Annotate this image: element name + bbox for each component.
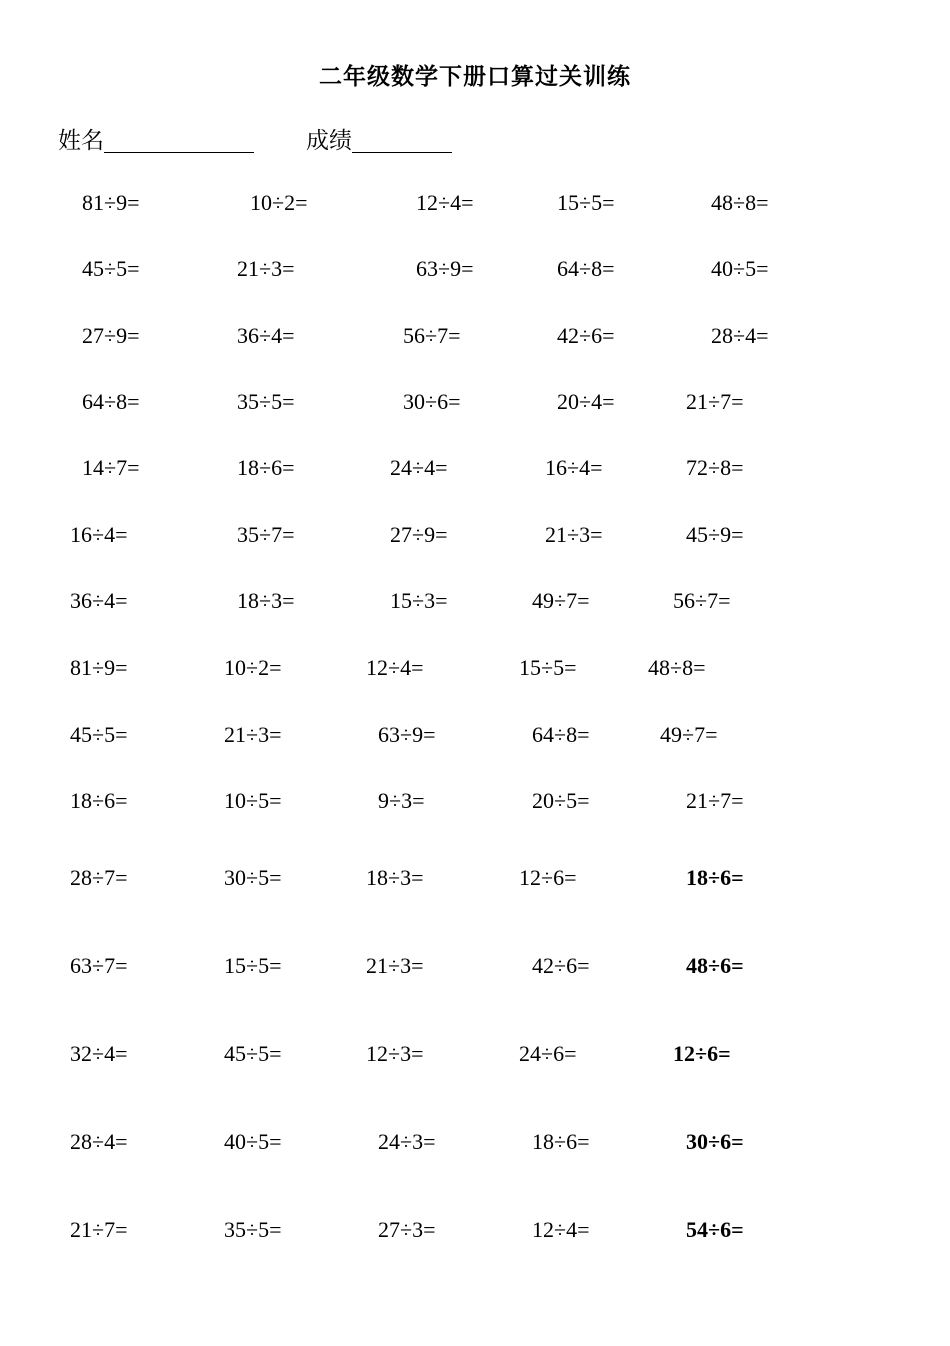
- problem-r13-c2: 45÷5=: [224, 1041, 282, 1066]
- problem-r4-c3: 30÷6=: [403, 389, 461, 414]
- problem-r4-c1: 64÷8=: [82, 389, 140, 414]
- problem-r12-c3: 21÷3=: [366, 953, 424, 978]
- score-blank-line: [352, 128, 452, 153]
- problem-r12-c5: 48÷6=: [686, 953, 744, 978]
- problem-r4-c2: 35÷5=: [237, 389, 295, 414]
- problem-r14-c2: 40÷5=: [224, 1129, 282, 1154]
- problem-r6-c4: 21÷3=: [545, 522, 603, 547]
- problem-r14-c3: 24÷3=: [378, 1129, 436, 1154]
- problem-r9-c4: 64÷8=: [532, 722, 590, 747]
- problem-r11-c5: 18÷6=: [686, 865, 744, 890]
- problem-r10-c1: 18÷6=: [70, 788, 128, 813]
- problem-r3-c4: 42÷6=: [557, 323, 615, 348]
- name-blank-line: [104, 128, 254, 153]
- problem-r2-c3: 63÷9=: [416, 256, 474, 281]
- problem-r1-c1: 81÷9=: [82, 190, 140, 215]
- problem-r7-c3: 15÷3=: [390, 588, 448, 613]
- problem-r9-c2: 21÷3=: [224, 722, 282, 747]
- problem-r3-c3: 56÷7=: [403, 323, 461, 348]
- problem-r12-c4: 42÷6=: [532, 953, 590, 978]
- problem-r7-c5: 56÷7=: [673, 588, 731, 613]
- problem-r3-c5: 28÷4=: [711, 323, 769, 348]
- problem-r4-c5: 21÷7=: [686, 389, 744, 414]
- problem-r15-c4: 12÷4=: [532, 1217, 590, 1242]
- problem-r14-c1: 28÷4=: [70, 1129, 128, 1154]
- problem-r7-c2: 18÷3=: [237, 588, 295, 613]
- problem-r9-c3: 63÷9=: [378, 722, 436, 747]
- problem-r12-c1: 63÷7=: [70, 953, 128, 978]
- problem-r15-c2: 35÷5=: [224, 1217, 282, 1242]
- problem-r15-c5: 54÷6=: [686, 1217, 744, 1242]
- problem-r11-c2: 30÷5=: [224, 865, 282, 890]
- problem-r3-c2: 36÷4=: [237, 323, 295, 348]
- problem-r13-c4: 24÷6=: [519, 1041, 577, 1066]
- problem-r13-c1: 32÷4=: [70, 1041, 128, 1066]
- problem-r8-c1: 81÷9=: [70, 655, 128, 680]
- name-field: [58, 122, 254, 155]
- score-field: [306, 122, 452, 155]
- problem-r15-c3: 27÷3=: [378, 1217, 436, 1242]
- problem-r5-c3: 24÷4=: [390, 455, 448, 480]
- problem-r8-c4: 15÷5=: [519, 655, 577, 680]
- problem-r1-c4: 15÷5=: [557, 190, 615, 215]
- problem-r9-c5: 49÷7=: [660, 722, 718, 747]
- problem-r6-c3: 27÷9=: [390, 522, 448, 547]
- problem-r10-c2: 10÷5=: [224, 788, 282, 813]
- problem-r6-c2: 35÷7=: [237, 522, 295, 547]
- problem-r10-c3: 9÷3=: [378, 788, 425, 813]
- problem-r10-c4: 20÷5=: [532, 788, 590, 813]
- problem-r4-c4: 20÷4=: [557, 389, 615, 414]
- problem-r11-c3: 18÷3=: [366, 865, 424, 890]
- problem-r15-c1: 21÷7=: [70, 1217, 128, 1242]
- problem-r13-c3: 12÷3=: [366, 1041, 424, 1066]
- problem-r8-c2: 10÷2=: [224, 655, 282, 680]
- score-label: 成绩: [306, 128, 352, 153]
- problem-r9-c1: 45÷5=: [70, 722, 128, 747]
- problem-r8-c5: 48÷8=: [648, 655, 706, 680]
- problem-r2-c5: 40÷5=: [711, 256, 769, 281]
- problem-r12-c2: 15÷5=: [224, 953, 282, 978]
- problem-r7-c1: 36÷4=: [70, 588, 128, 613]
- problem-r7-c4: 49÷7=: [532, 588, 590, 613]
- problem-r1-c5: 48÷8=: [711, 190, 769, 215]
- problem-r6-c1: 16÷4=: [70, 522, 128, 547]
- name-label: 姓名: [58, 128, 104, 153]
- problem-r8-c3: 12÷4=: [366, 655, 424, 680]
- problem-r11-c4: 12÷6=: [519, 865, 577, 890]
- problem-r5-c4: 16÷4=: [545, 455, 603, 480]
- problem-r5-c2: 18÷6=: [237, 455, 295, 480]
- problem-r1-c2: 10÷2=: [250, 190, 308, 215]
- problem-r2-c2: 21÷3=: [237, 256, 295, 281]
- problem-r13-c5: 12÷6=: [673, 1041, 731, 1066]
- problem-r6-c5: 45÷9=: [686, 522, 744, 547]
- problem-r1-c3: 12÷4=: [416, 190, 474, 215]
- problem-r5-c5: 72÷8=: [686, 455, 744, 480]
- problem-r10-c5: 21÷7=: [686, 788, 744, 813]
- problem-r3-c1: 27÷9=: [82, 323, 140, 348]
- problem-r11-c1: 28÷7=: [70, 865, 128, 890]
- problem-r14-c5: 30÷6=: [686, 1129, 744, 1154]
- problem-r14-c4: 18÷6=: [532, 1129, 590, 1154]
- problem-r2-c4: 64÷8=: [557, 256, 615, 281]
- worksheet-title: 二年级数学下册口算过关训练: [319, 64, 631, 89]
- problem-r2-c1: 45÷5=: [82, 256, 140, 281]
- problem-r5-c1: 14÷7=: [82, 455, 140, 480]
